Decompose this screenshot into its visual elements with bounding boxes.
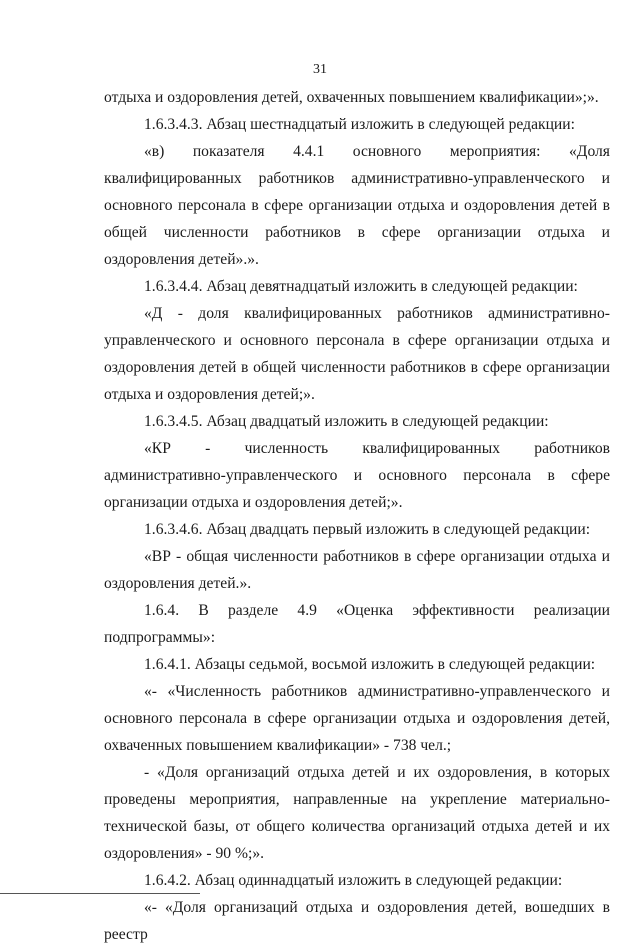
paragraph: 1.6.4. В разделе 4.9 «Оценка эффективности реализации подпрограммы»: (104, 602, 610, 646)
paragraph: «- «Доля организаций отдыха и оздоровления детей, вошедших в реестр (104, 899, 610, 943)
paragraph: отдыха и оздоровления детей, охваченных повышением квалификации»;». (104, 89, 599, 106)
paragraph: - «Доля организаций отдыха детей и их оздоровления, в которых проведены мероприятия, направленные на укрепление материально-технической базы, от общего количества организаций отдыха детей и их оздоровления» - 90 %;». (104, 764, 610, 862)
paragraph: 1.6.4.1. Абзацы седьмой, восьмой изложить в следующей редакции: (144, 656, 596, 673)
paragraph: 1.6.4.2. Абзац одиннадцатый изложить в следующей редакции: (144, 872, 563, 889)
paragraph: 1.6.3.4.6. Абзац двадцать первый изложить в следующей редакции: (144, 521, 591, 538)
page-number: 31 (313, 62, 327, 77)
paragraph: 1.6.3.4.4. Абзац девятнадцатый изложить в следующей редакции: (144, 278, 578, 295)
paragraph: «КР - численность квалифицированных работников административно-управленческого и основного персонала в сфере организации отдыха и оздоровления детей;». (104, 440, 610, 511)
document-body (104, 84, 610, 948)
paragraph: 1.6.3.4.5. Абзац двадцатый изложить в следующей редакции: (144, 413, 549, 430)
paragraph: «- «Численность работников административно-управленческого и основного персонала в сфере организации отдыха и оздоровления детей, охваченных повышением квалификации» - 738 чел.; (104, 683, 610, 754)
paragraph: «Д - доля квалифицированных работников административно-управленческого и основного персонала в сфере организации отдыха и оздоровления детей в общей численности работников в сфере организации отдыха и оздоровления детей;». (104, 305, 610, 403)
paragraph: «ВР - общая численности работников в сфере организации отдыха и оздоровления детей.». (104, 548, 610, 592)
paragraph: 1.6.3.4.3. Абзац шестнадцатый изложить в следующей редакции: (144, 116, 575, 133)
scan-edge-line (0, 893, 200, 894)
paragraph: «в) показателя 4.4.1 основного мероприятия: «Доля квалифицированных работников административно-управленческого и основного персонала в сфере организации отдыха и оздоровления детей в общей численности работников в сфере организации отдыха и оздоровления детей».». (104, 143, 610, 268)
